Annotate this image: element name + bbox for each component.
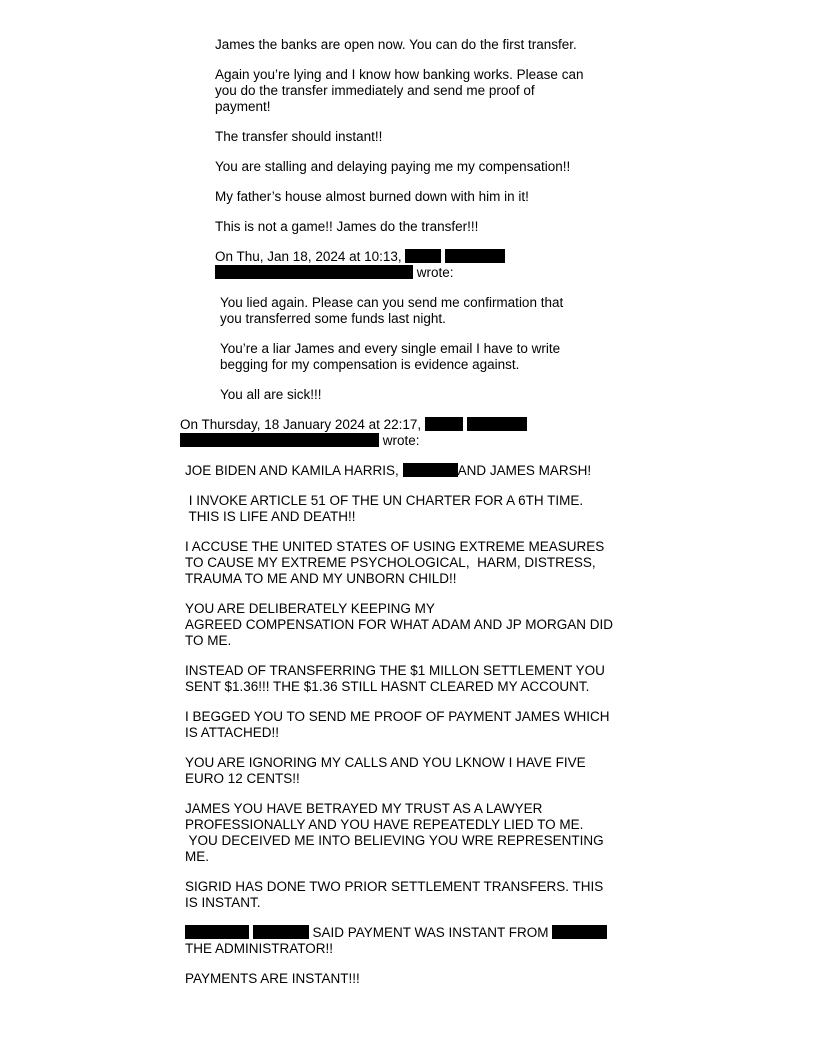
message-paragraph xyxy=(185,925,607,957)
redaction-block xyxy=(253,925,309,939)
message-line: James the banks are open now. You can do the first transfer. xyxy=(215,37,577,52)
redaction-block xyxy=(425,417,463,431)
quote-header-suffix: wrote: xyxy=(382,433,420,448)
message-line: My father’s house almost burned down with him in it! xyxy=(215,189,529,204)
message-line: ME. xyxy=(185,849,210,864)
message-line: EURO 12 CENTS!! xyxy=(185,771,300,786)
message-line: payment! xyxy=(215,99,271,114)
message-paragraph xyxy=(185,755,586,787)
message-line: I BEGGED YOU TO SEND ME PROOF OF PAYMENT JAMES WHICH xyxy=(185,709,610,724)
message-paragraph xyxy=(185,493,583,525)
message-line: THE ADMINISTRATOR!! xyxy=(185,941,334,956)
message-line: IS INSTANT. xyxy=(185,895,261,910)
quote-header xyxy=(180,417,527,449)
message-line: YOU ARE DELIBERATELY KEEPING MY xyxy=(185,601,435,616)
message-paragraph xyxy=(185,539,604,587)
redaction-block xyxy=(552,925,607,939)
message-line: TO CAUSE MY EXTREME PSYCHOLOGICAL, HARM, DISTRESS, xyxy=(185,555,596,570)
message-line: you transferred some funds last night. xyxy=(220,311,446,326)
message-line: INSTEAD OF TRANSFERRING THE $1 MILLON SETTLEMENT YOU xyxy=(185,663,605,678)
message-line: JAMES YOU HAVE BETRAYED MY TRUST AS A LAWYER xyxy=(185,801,543,816)
redaction-block xyxy=(403,463,458,477)
message-line: TO ME. xyxy=(185,633,232,648)
message-paragraph xyxy=(185,709,610,741)
quote-header-prefix: On Thu, Jan 18, 2024 at 10:13, xyxy=(215,249,402,264)
message-paragraph xyxy=(185,601,613,649)
quote-header-prefix: On Thursday, 18 January 2024 at 22:17, xyxy=(180,417,422,432)
redaction-block xyxy=(215,265,413,279)
quote-header-suffix: wrote: xyxy=(416,265,454,280)
message-text: AND JAMES MARSH! xyxy=(457,463,592,478)
message-line: IS ATTACHED!! xyxy=(185,725,280,740)
message-line: You are stalling and delaying paying me my compensation!! xyxy=(215,159,571,174)
message-line: You’re a liar James and every single email I have to write xyxy=(220,341,561,356)
message-line: I INVOKE ARTICLE 51 OF THE UN CHARTER FOR A 6TH TIME. xyxy=(185,493,584,508)
message-line: You lied again. Please can you send me confirmation that xyxy=(220,295,564,310)
redaction-block xyxy=(185,925,249,939)
redaction-block xyxy=(445,249,505,263)
message-line: SIGRID HAS DONE TWO PRIOR SETTLEMENT TRANSFERS. THIS xyxy=(185,879,604,894)
message-paragraph xyxy=(185,663,605,695)
message-paragraph xyxy=(185,879,603,911)
message-line: PROFESSIONALLY AND YOU HAVE REPEATEDLY LIED TO ME. xyxy=(185,817,584,832)
message-line: TRAUMA TO ME AND MY UNBORN CHILD!! xyxy=(185,571,457,586)
redaction-block xyxy=(405,249,441,263)
message-line: This is not a game!! James do the transfer!!! xyxy=(215,219,479,234)
redaction-block xyxy=(180,433,379,447)
message-line: you do the transfer immediately and send me proof of xyxy=(215,83,535,98)
addressee-line xyxy=(185,463,591,479)
message-line: YOU DECEIVED ME INTO BELIEVING YOU WRE REPRESENTING xyxy=(185,833,604,848)
message-text: SAID PAYMENT WAS INSTANT FROM xyxy=(312,925,549,940)
message-line: AGREED COMPENSATION FOR WHAT ADAM AND JP MORGAN DID xyxy=(185,617,614,632)
message-line: PAYMENTS ARE INSTANT!!! xyxy=(185,971,360,986)
message-line: Again you’re lying and I know how banking works. Please can xyxy=(215,67,584,82)
message-line: THIS IS LIFE AND DEATH!! xyxy=(185,509,356,524)
quote-header xyxy=(215,249,505,281)
quoted-paragraph xyxy=(220,295,563,327)
quoted-paragraph xyxy=(220,341,560,373)
message-line: SENT $1.36!!! THE $1.36 STILL HASNT CLEARED MY ACCOUNT. xyxy=(185,679,590,694)
message-line: YOU ARE IGNORING MY CALLS AND YOU LKNOW I HAVE FIVE xyxy=(185,755,586,770)
message-line: begging for my compensation is evidence against. xyxy=(220,357,520,372)
message-line: The transfer should instant!! xyxy=(215,129,383,144)
message-paragraph xyxy=(185,801,604,865)
message-line: You all are sick!!! xyxy=(220,387,322,402)
message-text: JOE BIDEN AND KAMILA HARRIS, xyxy=(185,463,399,478)
message-paragraph xyxy=(215,67,583,115)
redaction-block xyxy=(467,417,527,431)
message-line: I ACCUSE THE UNITED STATES OF USING EXTREME MEASURES xyxy=(185,539,605,554)
